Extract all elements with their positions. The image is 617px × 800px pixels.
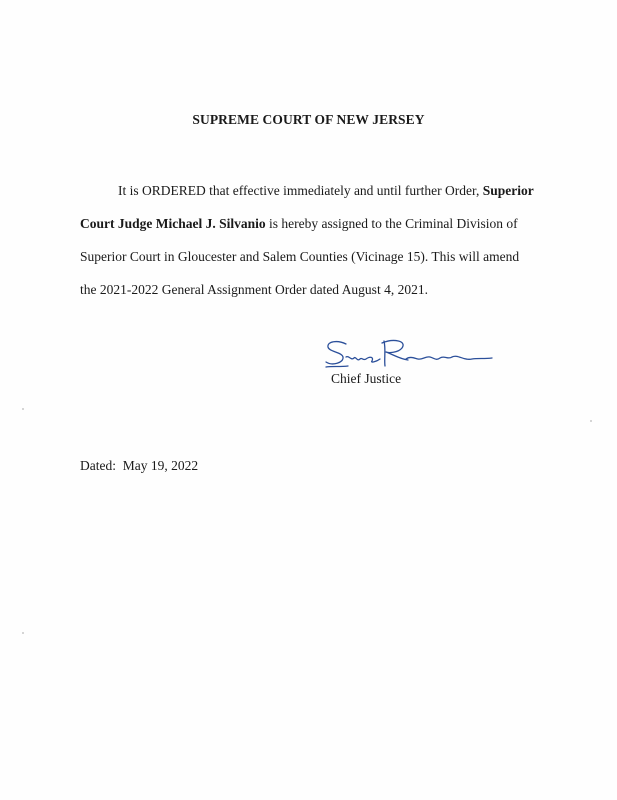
order-line-4: the 2021-2022 General Assignment Order dated August 4, 2021. [80,282,428,297]
order-line-1-bold: Superior [482,183,534,198]
scan-speck [590,420,592,422]
order-line-1 [80,174,550,207]
judge-name: Court Judge Michael J. Silvanio [80,216,266,231]
chief-justice-signature [322,335,507,375]
order-line-2 [80,207,550,240]
dated-label: Dated: [80,458,116,473]
order-line-1-text: It is ORDERED that effective immediately and until further Order, [118,183,483,198]
dated-line [80,458,198,474]
document-heading: SUPREME COURT OF NEW JERSEY [192,112,425,127]
signature-title: Chief Justice [331,371,402,386]
scan-speck [22,632,24,634]
scan-speck [22,408,24,410]
dated-value: May 19, 2022 [122,458,199,473]
order-paragraph [80,174,550,306]
order-line-3: Superior Court in Gloucester and Salem Counties (Vicinage 15). This will amend [80,249,520,264]
order-line-2-text: is hereby assigned to the Criminal Division of [265,216,518,231]
